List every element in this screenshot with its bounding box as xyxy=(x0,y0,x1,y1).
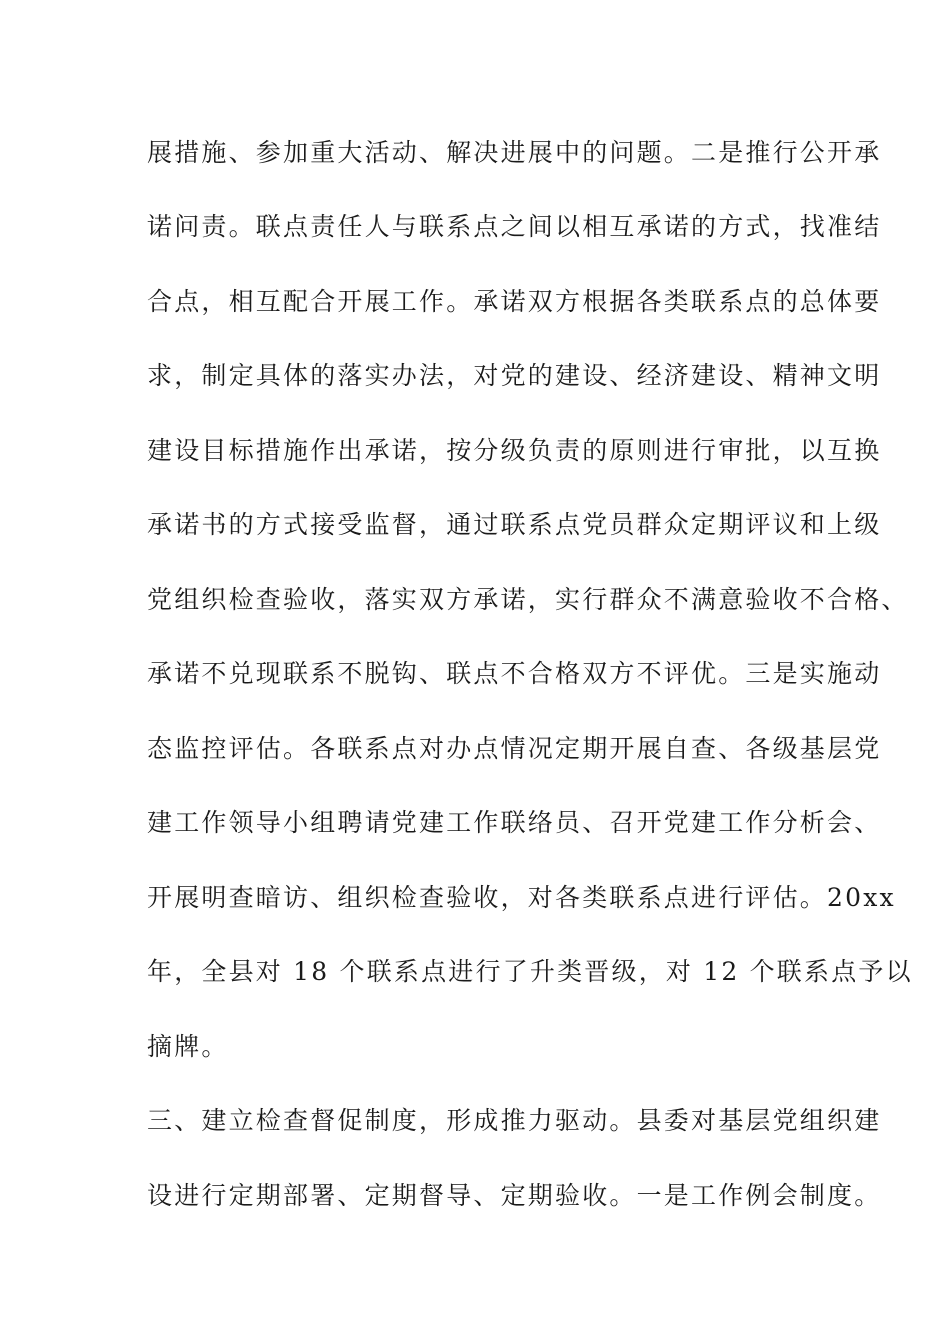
text-line: 态监控评估。各联系点对办点情况定期开展自查、各级基层党 xyxy=(147,734,882,763)
text-line: 设进行定期部署、定期督导、定期验收。一是工作例会制度。 xyxy=(147,1181,882,1210)
text-line: 求，制定具体的落实办法，对党的建设、经济建设、精神文明 xyxy=(147,361,882,390)
text-line: 展措施、参加重大活动、解决进展中的问题。二是推行公开承 xyxy=(147,138,882,167)
text-line: 建设目标措施作出承诺，按分级负责的原则进行审批，以互换 xyxy=(147,436,882,465)
text-line: 三、建立检查督促制度，形成推力驱动。县委对基层党组织建 xyxy=(147,1106,882,1135)
text-line: 党组织检查验收，落实双方承诺，实行群众不满意验收不合格、 xyxy=(147,585,909,614)
text-line: 年，全县对 18 个联系点进行了升类晋级，对 12 个联系点予以 xyxy=(147,957,913,986)
text-line: 开展明查暗访、组织检查验收，对各类联系点进行评估。20xx xyxy=(147,883,896,912)
text-line: 建工作领导小组聘请党建工作联络员、召开党建工作分析会、 xyxy=(147,808,882,837)
text-line: 诺问责。联点责任人与联系点之间以相互承诺的方式，找准结 xyxy=(147,212,882,241)
text-line: 合点，相互配合开展工作。承诺双方根据各类联系点的总体要 xyxy=(147,287,882,316)
text-line: 承诺书的方式接受监督，通过联系点党员群众定期评议和上级 xyxy=(147,510,882,539)
text-line: 摘牌。 xyxy=(147,1032,229,1061)
text-line: 承诺不兑现联系不脱钩、联点不合格双方不评优。三是实施动 xyxy=(147,659,882,688)
